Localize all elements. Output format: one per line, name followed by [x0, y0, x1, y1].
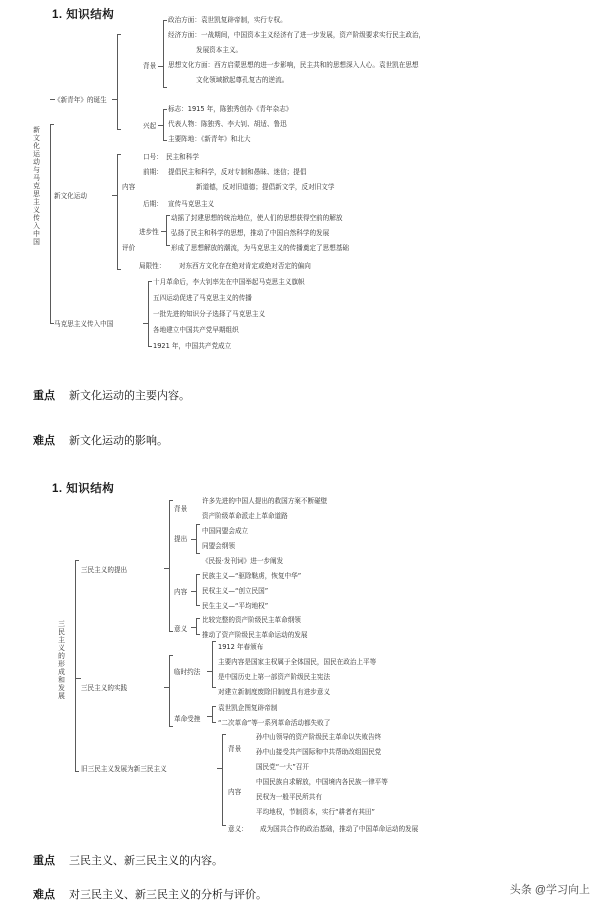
new-bg-item-1: 孙中山接受共产国际和中共帮助改组国民党 [256, 748, 382, 756]
section2-root-brace [75, 560, 76, 772]
section1-node-xinwenhua: 新文化运动 [54, 192, 87, 200]
limit-text: 对东西方文化存在绝对肯定或绝对否定的偏向 [179, 262, 311, 270]
marx-item-4: 1921 年，中国共产党成立 [153, 342, 232, 350]
propose-item-2: 《民报·发刊词》进一步阐发 [202, 557, 284, 565]
section1-key-line [33, 387, 190, 403]
progress-item-0: 动摇了封建思想的统治地位，使人们的思想获得空前的解放 [171, 214, 343, 222]
label-content-2: 内容 [174, 588, 188, 596]
section1-node-xinqingnian: 《新青年》的诞生 [54, 96, 107, 104]
tick-meaning [191, 627, 197, 628]
label-content-1: 内容 [122, 183, 136, 191]
brace-marx [148, 281, 149, 347]
progress-item-1: 弘扬了民主和科学的思想，推动了中国自然科学的发展 [171, 229, 330, 237]
tick-content2 [191, 591, 197, 592]
tick-xq [112, 99, 118, 100]
provisional-item-2: 是中国历史上第一部资产阶级民主宪法 [218, 673, 331, 681]
new-meaning-label: 意义： [228, 825, 248, 833]
s2-content-item-0: 民族主义—“驱除鞑虏，恢复中华” [202, 572, 302, 580]
watermark: 头条 @学习向上 [509, 884, 590, 896]
section2-key-tag: 重点 [33, 855, 55, 867]
tick-setback [207, 716, 213, 717]
meaning-item-1: 推动了资产阶级民主革命运动的发展 [202, 631, 308, 639]
section1-hard-text: 新文化运动的影响。 [69, 435, 168, 447]
s2-content-item-1: 民权主义—“创立民国” [202, 587, 269, 595]
brace-content-2 [196, 574, 197, 606]
label-new-content: 内容 [228, 788, 242, 796]
tick-tichu [164, 568, 170, 569]
early-item-1: 新道德，反对旧道德；提倡新文学，反对旧文学 [196, 183, 335, 191]
brace-xinwenhua [117, 154, 118, 270]
tick-prog [161, 231, 167, 232]
bg-item-1: 经济方面：一战期间，中国资本主义经济有了进一步发展，资产阶级要求实行民主政治， [168, 31, 426, 39]
rise-item-2: 主要阵地：《新青年》和北大 [168, 135, 251, 143]
tick-xwh [112, 195, 118, 196]
bg-item-4: 文化领域掀起尊孔复古的逆流。 [196, 76, 289, 84]
brace-setback [212, 706, 213, 723]
section1-hard-tag: 难点 [33, 435, 55, 447]
section1-hard-line [33, 432, 168, 448]
label-background-1: 背景 [143, 62, 157, 70]
early-label: 前期： [143, 168, 163, 176]
label-new-background: 背景 [228, 745, 242, 753]
s2-content-item-2: 民生主义—“平均地权” [202, 602, 269, 610]
bg-item-0: 政治方面：袁世凯复辟帝制，实行专权。 [168, 16, 287, 24]
section1-root-label: 新文化运动与马克思主义传入中国 [31, 126, 40, 246]
brace-background-1 [163, 20, 164, 88]
label-setback: 革命受挫 [174, 715, 201, 723]
early-item-0: 提倡民主和科学，反对专制和愚昧、迷信；提倡 [168, 168, 307, 176]
provisional-item-3: 对建立新制度废除旧制度具有进步意义 [218, 688, 331, 696]
section1-heading: 1. 知识结构 [52, 9, 115, 21]
tick-shijian [164, 687, 170, 688]
new-bg-item-0: 孙中山领导的资产阶级民主革命以失败告终 [256, 733, 382, 741]
late-text: 宣传马克思主义 [168, 200, 215, 208]
section1-key-tag: 重点 [33, 390, 55, 402]
section2-root-tick [75, 678, 81, 679]
new-content-item-2: 平均地权，节制资本，实行“耕者有其田” [256, 808, 375, 816]
tick-bg1 [158, 66, 164, 67]
section2-node-xinsanmin: 旧三民主义发展为新三民主义 [81, 765, 167, 773]
propose-item-0: 中国同盟会成立 [202, 527, 249, 535]
section2-hard-tag: 难点 [33, 889, 55, 901]
label-background-2: 背景 [174, 505, 188, 513]
provisional-item-0: 1912 年春颁布 [218, 643, 264, 651]
label-progress: 进步性 [139, 228, 159, 236]
tick-propose [191, 539, 197, 540]
brace-xinqingnian [117, 34, 118, 130]
meaning-item-0: 比较完整的资产阶级民主革命纲领 [202, 616, 301, 624]
setback-item-1: “二次革命”等一系列革命活动都失败了 [218, 719, 331, 727]
section2-key-line [33, 852, 223, 868]
section2-hard-text: 对三民主义、新三民主义的分析与评价。 [69, 889, 267, 901]
rise-item-1: 代表人物：陈独秀、李大钊、胡适、鲁迅 [168, 120, 287, 128]
section2-heading: 1. 知识结构 [52, 483, 115, 495]
tick-rise [158, 125, 164, 126]
slogan-text: 民主和科学 [166, 153, 199, 161]
marx-item-1: 五四运动促进了马克思主义的传播 [153, 294, 252, 302]
s2-bg-item-1: 资产阶级革命派走上革命道路 [202, 512, 288, 520]
tick-xsm [217, 768, 223, 769]
setback-item-0: 袁世凯企图复辟帝制 [218, 704, 278, 712]
marx-item-2: 一批先进的知识分子选择了马克思主义 [153, 310, 266, 318]
brace-xinsanmin [222, 734, 223, 826]
brace-tichu [169, 500, 170, 632]
progress-item-2: 形成了思想解放的潮流，为马克思主义的传播奠定了思想基础 [171, 244, 350, 252]
section2-root-label: 三民主义的形成和发展 [56, 620, 65, 700]
tick-marx [143, 323, 149, 324]
label-eval: 评价 [122, 244, 136, 252]
new-meaning-text: 成为国共合作的政治基础，推动了中国革命运动的发展 [260, 825, 419, 833]
new-content-item-0: 中国民族自求解放，中国境内各民族一律平等 [256, 778, 388, 786]
provisional-item-1: 主要内容是国家主权属于全体国民，国民在政治上平等 [218, 658, 377, 666]
rise-item-0: 标志：1915 年，陈独秀创办《青年杂志》 [168, 105, 293, 113]
propose-item-1: 同盟会纲领 [202, 542, 235, 550]
section1-node-makesi: 马克思主义传入中国 [54, 320, 114, 328]
new-bg-item-2: 国民党“一大”召开 [256, 763, 309, 771]
section2-key-text: 三民主义、新三民主义的内容。 [69, 855, 223, 867]
brace-provisional [212, 641, 213, 688]
label-rise: 兴起 [143, 122, 157, 130]
s2-bg-item-0: 许多先进的中国人提出的救国方案不断碰壁 [202, 497, 328, 505]
brace-shijian [169, 655, 170, 727]
marx-item-0: 十月革命后，李大钊率先在中国举起马克思主义旗帜 [153, 278, 305, 286]
bg-item-2: 发展资本主义。 [196, 46, 243, 54]
bg-item-3: 思想文化方面：西方启蒙思想的进一步影响，民主共和的思想深入人心。袁世凯在思想 [168, 61, 419, 69]
label-provisional: 临时约法 [174, 668, 201, 676]
late-label: 后期： [143, 200, 163, 208]
new-content-item-1: 民权为一般平民所共有 [256, 793, 322, 801]
section1-key-text: 新文化运动的主要内容。 [69, 390, 190, 402]
marx-item-3: 各地建立中国共产党早期组织 [153, 326, 239, 334]
section2-hard-line [33, 886, 267, 902]
section2-node-tichu: 三民主义的提出 [81, 566, 128, 574]
label-meaning: 意义 [174, 625, 188, 633]
section2-node-shijian: 三民主义的实践 [81, 684, 128, 692]
section1-root-brace [50, 124, 51, 324]
label-propose: 提出 [174, 535, 188, 543]
slogan-label: 口号： [143, 153, 163, 161]
tick-prov [207, 671, 213, 672]
limit-label: 局限性： [139, 262, 166, 270]
